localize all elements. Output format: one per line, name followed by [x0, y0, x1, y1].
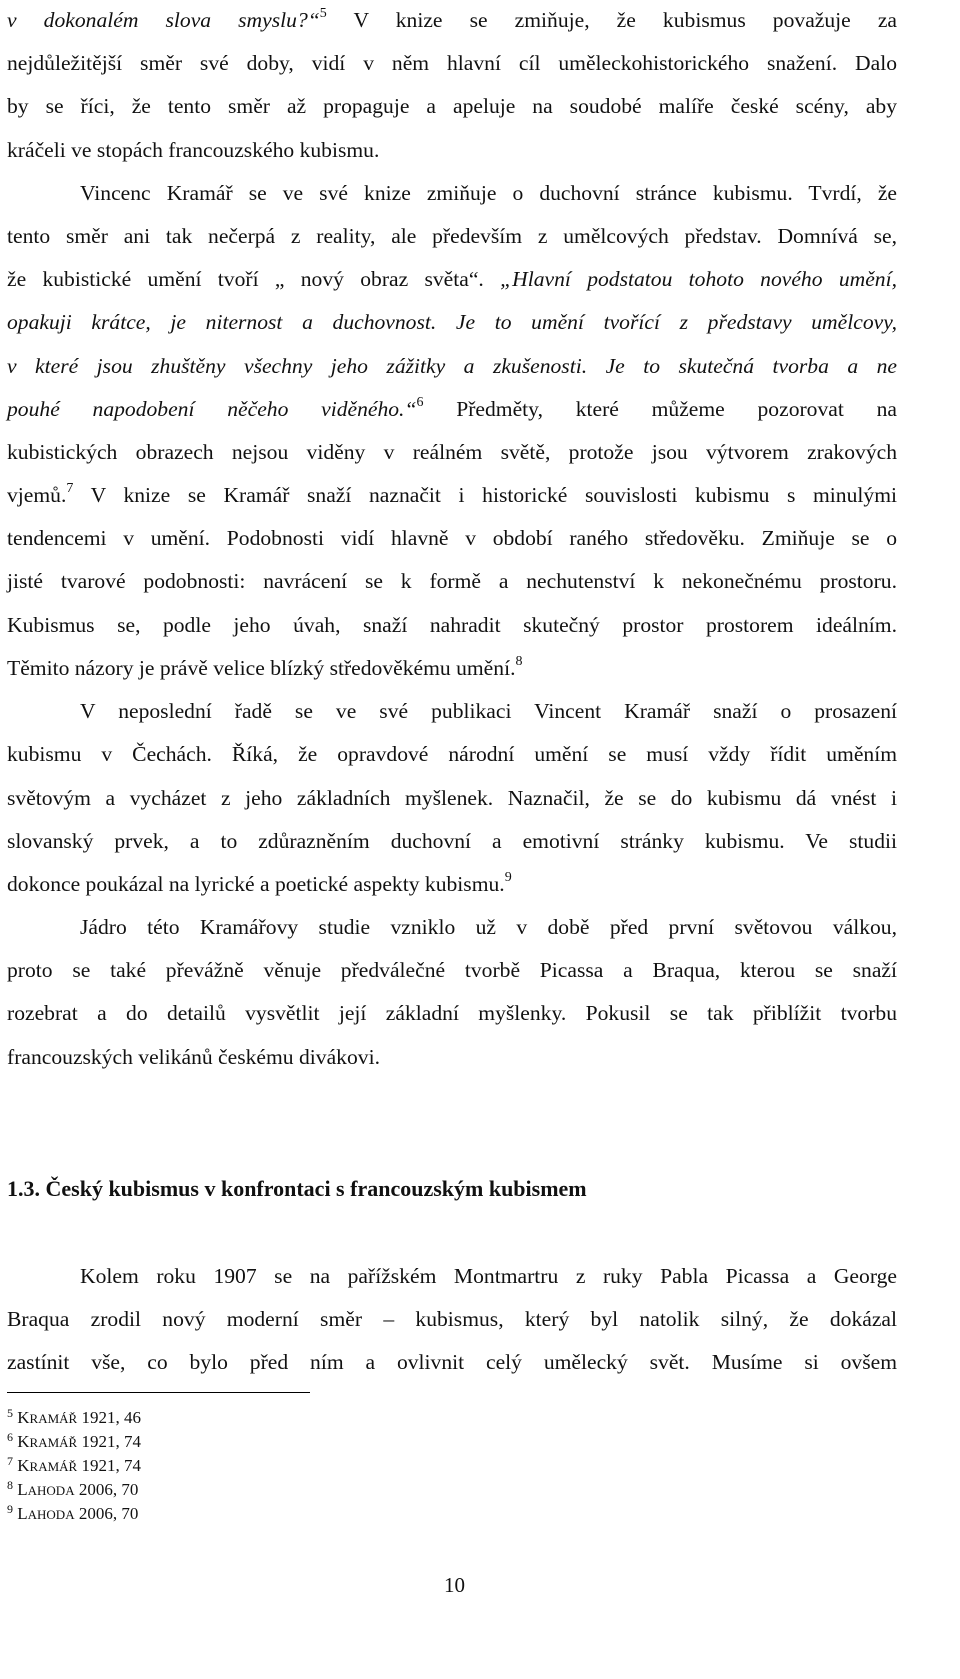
- text-line: kubistických obrazech nejsou viděny v reálném světě, protože jsou výtvorem zrakových: [7, 440, 897, 464]
- text-line: jisté tvarové podobnosti: navrácení se k formě a nechutenství k nekonečnému prostoru.: [7, 569, 897, 593]
- text-line: Braqua zrodil nový moderní směr – kubismus, který byl natolik silný, že dokázal: [7, 1307, 897, 1331]
- text-line: Jádro této Kramářovy studie vzniklo už v době před první světovou válkou,: [80, 915, 897, 939]
- text-line: tendencemi v umění. Podobnosti vidí hlavně v období raného středověku. Zmiňuje se o: [7, 526, 897, 550]
- text-line: proto se také převážně věnuje předválečné tvorbě Picassa a Braqua, kterou se snaží: [7, 958, 897, 982]
- text-line: světovým a vycházet z jeho základních myšlenek. Naznačil, že se do kubismu dá vnést i: [7, 786, 897, 810]
- text-line: by se říci, že tento směr až propaguje a apeluje na soudobé malíře české scény, aby: [7, 94, 897, 118]
- footnote: $^5$ KRAMÁŘ 1921, 46: [7, 1406, 141, 1427]
- text-line: nejdůležitější směr své doby, vidí v něm hlavní cíl uměleckohistorického snažení. Dalo: [7, 51, 897, 75]
- text-line: tento směr ani tak nečerpá z reality, ale především z umělcových představ. Domnívá se,: [7, 224, 897, 248]
- text-line: V neposlední řadě se ve své publikaci Vincent Kramář snaží o prosazení: [80, 699, 897, 723]
- footnote: $^9$ LAHODA 2006, 70: [7, 1502, 139, 1523]
- text-line: v které jsou zhuštěny všechny jeho zážitky a zkušenosti. Je to skutečná tvorba a ne: [7, 354, 897, 378]
- text-line: slovanský prvek, a to zdůrazněním duchovní a emotivní stránky kubismu. Ve studii: [7, 829, 897, 853]
- section-heading: 1.3. Český kubismus v konfrontaci s francouzským kubismem: [7, 1176, 587, 1201]
- text-line: dokonce poukázal na lyrické a poetické aspekty kubismu.$^9$: [7, 870, 512, 896]
- text-line: rozebrat a do detailů vysvětlit její základní myšlenky. Pokusil se tak přiblížit tvorbu: [7, 1001, 897, 1025]
- text-line: opakuji krátce, je niternost a duchovnost. Je to umění tvořící z představy umělcovy,: [7, 310, 897, 334]
- text-line: kubismu v Čechách. Říká, že opravdové národní umění se musí vždy řídit uměním: [7, 742, 897, 766]
- text-line: vjemů.$^7$ V knize se Kramář snaží naznačit i historické souvislosti kubismu s minulými: [7, 481, 897, 507]
- footnote-separator: [7, 1392, 310, 1393]
- footnote: $^6$ KRAMÁŘ 1921, 74: [7, 1430, 141, 1451]
- text-line: Kubismus se, podle jeho úvah, snaží nahradit skutečný prostor prostorem ideálním.: [7, 613, 897, 637]
- page-number: 10: [444, 1573, 465, 1597]
- text-line: v dokonalém slova smyslu?“$^5$ V knize se zmiňuje, že kubismus považuje za: [7, 6, 897, 32]
- footnote: $^7$ KRAMÁŘ 1921, 74: [7, 1454, 141, 1475]
- text-line: že kubistické umění tvoří „ nový obraz světa“. „Hlavní podstatou tohoto nového umění,: [7, 267, 897, 291]
- footnote: $^8$ LAHODA 2006, 70: [7, 1478, 139, 1499]
- text-line: kráčeli ve stopách francouzského kubismu.: [7, 138, 380, 162]
- text-line: Kolem roku 1907 se na pařížském Montmartru z ruky Pabla Picassa a George: [80, 1264, 897, 1288]
- text-line: Těmito názory je právě velice blízký středověkému umění.$^8$: [7, 654, 523, 680]
- text-line: zastínit vše, co bylo před ním a ovlivnit celý umělecký svět. Musíme si ovšem: [7, 1350, 897, 1374]
- text-line: francouzských velikánů českému divákovi.: [7, 1045, 380, 1069]
- text-line: Vincenc Kramář se ve své knize zmiňuje o duchovní stránce kubismu. Tvrdí, že: [80, 181, 897, 205]
- text-line: pouhé napodobení něčeho viděného.“$^6$ Předměty, které můžeme pozorovat na: [7, 395, 897, 421]
